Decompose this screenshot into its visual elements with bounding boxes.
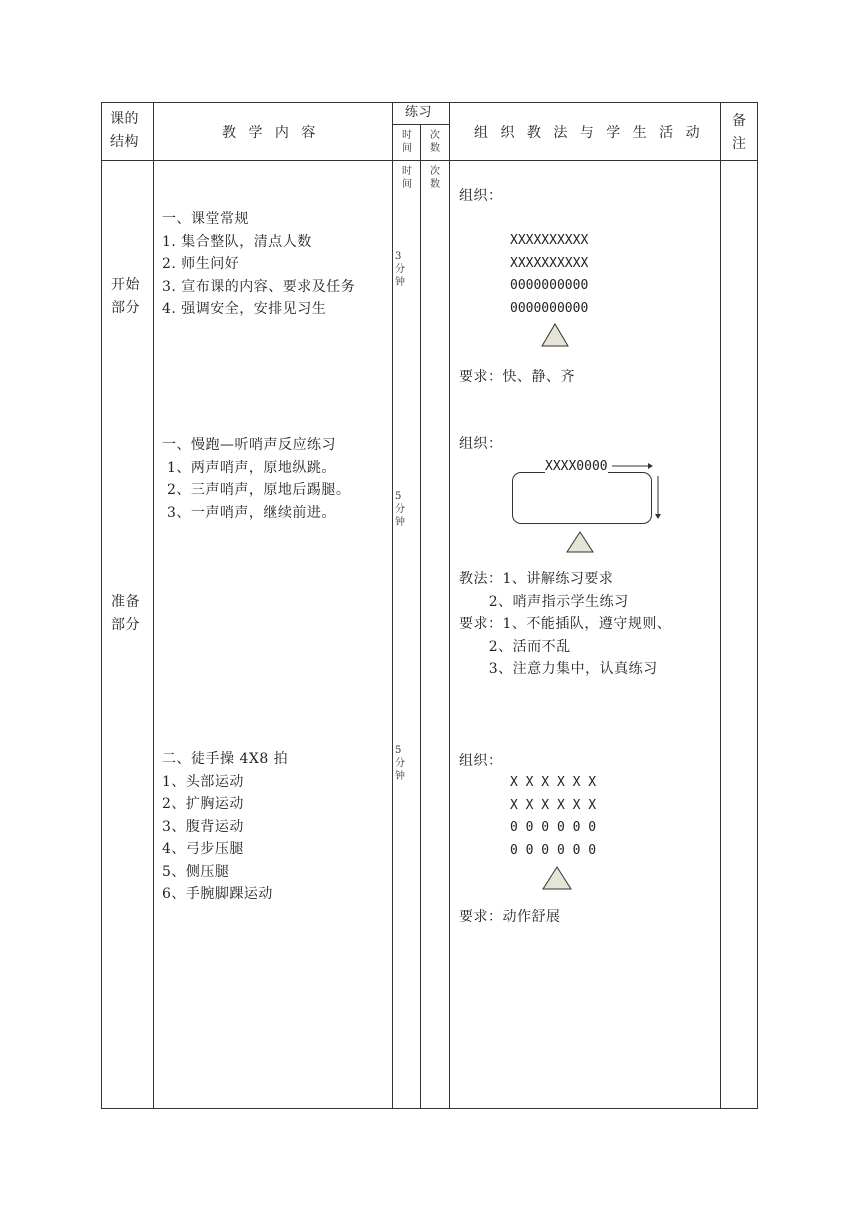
method-line: 教法：1、讲解练习要求 bbox=[459, 571, 614, 587]
running-track bbox=[512, 472, 652, 524]
teacher-triangle-icon bbox=[565, 530, 595, 554]
section-label-warmup: 准备 部分 bbox=[111, 594, 140, 633]
formation-row: XXXXXXXXXX bbox=[510, 255, 589, 271]
start-time: 3 分 钟 bbox=[395, 251, 405, 288]
start-requirement: 要求：快、静、齐 bbox=[459, 369, 575, 385]
content-line: 2. 师生问好 bbox=[162, 256, 240, 272]
content-line: 3、腹背运动 bbox=[162, 818, 244, 835]
col-line-3 bbox=[420, 124, 421, 1109]
formation-row: 0 0 0 0 0 0 bbox=[510, 842, 597, 858]
formation-row: X X X X X X bbox=[510, 775, 597, 790]
formation-row: X X X X X X bbox=[510, 797, 597, 813]
content-line: 5、侧压腿 bbox=[162, 863, 230, 880]
method-line: 2、哨声指示学生练习 bbox=[459, 593, 629, 610]
start-content bbox=[162, 208, 355, 321]
method-line: 2、活而不乱 bbox=[459, 638, 571, 655]
warmup-time: 5 分 钟 bbox=[395, 491, 405, 528]
content-line: 1、两声哨声，原地纵跳。 bbox=[162, 459, 336, 476]
teacher-triangle-icon bbox=[540, 322, 570, 348]
teacher-triangle-icon bbox=[541, 865, 573, 891]
warmup-org-title: 组织： bbox=[459, 436, 503, 452]
content-line: 4. 强调安全，安排见习生 bbox=[162, 301, 327, 317]
method-line: 要求：1、不能插队，遵守规则、 bbox=[459, 616, 672, 632]
subheader-time: 时 间 bbox=[402, 166, 412, 190]
header-structure: 课的 结构 bbox=[110, 111, 139, 150]
section-label-start: 开始 部分 bbox=[111, 277, 140, 316]
header-organization: 组 织 教 法 与 学 生 活 动 bbox=[474, 125, 704, 141]
header-count: 次 数 bbox=[430, 130, 440, 154]
table-border-bottom bbox=[101, 1108, 758, 1109]
col-line-2 bbox=[392, 102, 393, 1109]
content-line: 二、徒手操 4X8 拍 bbox=[162, 751, 289, 767]
col-line-5 bbox=[720, 102, 721, 1109]
start-org-title: 组织： bbox=[459, 188, 503, 204]
formation-row: XXXXXXXXXX bbox=[510, 233, 589, 248]
subheader-count: 次 数 bbox=[430, 166, 440, 190]
track-label: XXXX0000 bbox=[545, 456, 608, 479]
arrow-right-icon bbox=[612, 460, 654, 472]
warmup-content bbox=[162, 434, 350, 524]
header-time: 时 间 bbox=[402, 130, 412, 154]
exercise-content bbox=[162, 748, 288, 906]
formation-row: 0 0 0 0 0 0 bbox=[510, 820, 597, 835]
start-formation bbox=[510, 230, 588, 320]
exercise-time: 5 分 钟 bbox=[395, 745, 405, 782]
col-line-1 bbox=[153, 102, 154, 1109]
content-line: 一、课堂常规 bbox=[162, 211, 249, 227]
content-line: 1、头部运动 bbox=[162, 773, 244, 790]
exercise-formation bbox=[510, 772, 596, 862]
warmup-method bbox=[459, 568, 671, 681]
content-line: 2、扩胸运动 bbox=[162, 796, 244, 812]
formation-row: 0000000000 bbox=[510, 300, 589, 316]
content-line: 一、慢跑—听哨声反应练习 bbox=[162, 437, 336, 453]
arrow-down-icon bbox=[652, 476, 664, 520]
content-line: 4、弓步压腿 bbox=[162, 841, 244, 857]
exercise-org-title: 组织： bbox=[459, 753, 503, 769]
header-content: 教 学 内 容 bbox=[222, 125, 320, 141]
col-line-0 bbox=[101, 102, 102, 1109]
content-line: 6、手腕脚踝运动 bbox=[162, 886, 273, 902]
col-line-6 bbox=[757, 102, 758, 1109]
formation-row: 0000000000 bbox=[510, 278, 589, 293]
header-practice: 练习 bbox=[405, 105, 433, 120]
content-line: 3. 宣布课的内容、要求及任务 bbox=[162, 278, 356, 295]
col-line-4 bbox=[449, 102, 450, 1109]
method-line: 3、注意力集中，认真练习 bbox=[459, 661, 658, 677]
content-line: 2、三声哨声，原地后踢腿。 bbox=[162, 482, 351, 498]
header-remarks: 备 注 bbox=[732, 113, 747, 152]
header-bottom-line bbox=[101, 160, 758, 161]
exercise-requirement: 要求：动作舒展 bbox=[459, 909, 561, 925]
content-line: 1. 集合整队，清点人数 bbox=[162, 233, 312, 250]
content-line: 3、一声哨声，继续前进。 bbox=[162, 504, 336, 521]
